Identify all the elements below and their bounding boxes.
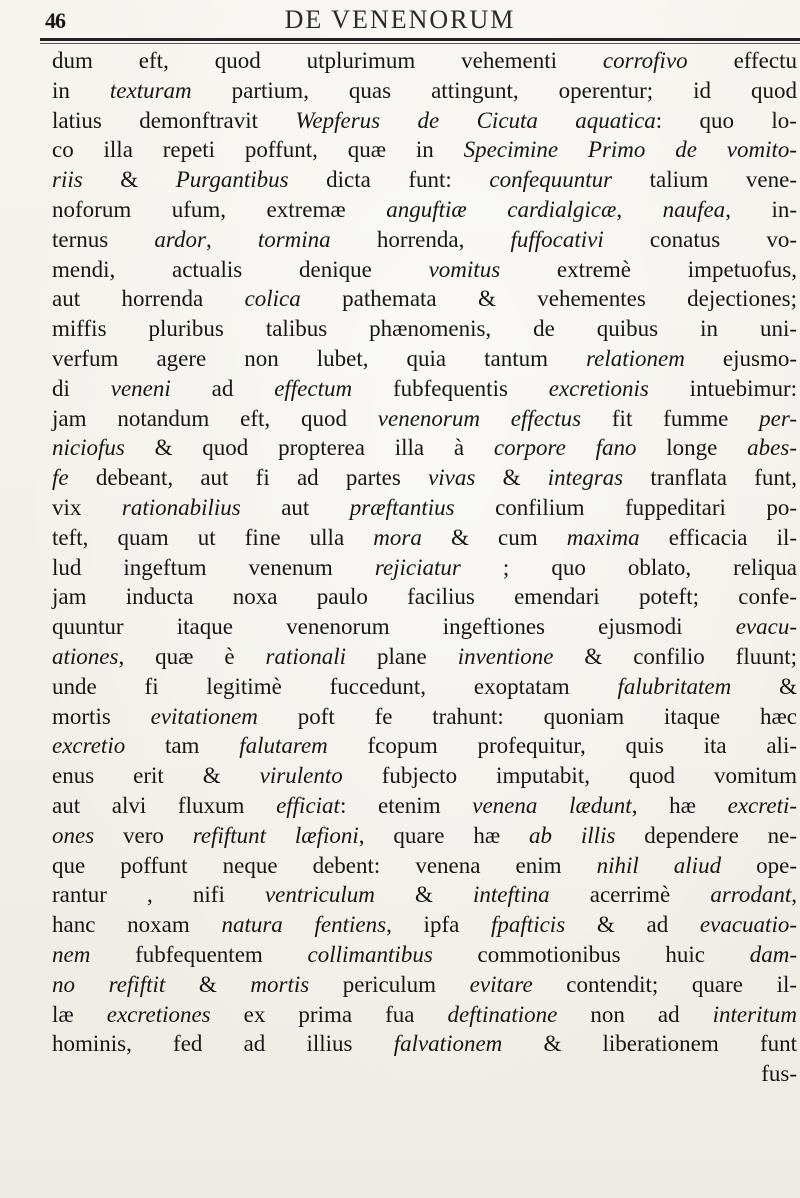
- roman-text: miffis pluribus talibus phænomenis, de quibus in uni-: [52, 316, 797, 342]
- text-line: [52, 851, 797, 881]
- roman-text: , ipfa: [386, 912, 492, 938]
- italic-text: dam-: [749, 941, 797, 967]
- roman-text: , hæ: [631, 792, 728, 818]
- italic-text: arrodant: [710, 882, 792, 908]
- roman-text: non ad: [557, 1001, 713, 1027]
- italic-text: ventriculum: [264, 882, 375, 908]
- italic-text: nihil aliud: [596, 852, 722, 878]
- italic-text: rejiciatur: [374, 554, 461, 580]
- italic-text: abes-: [747, 435, 797, 461]
- italic-text: corrofivo: [602, 48, 688, 73]
- italic-text: veneni: [110, 375, 171, 401]
- roman-text: intuebimur:: [648, 375, 797, 401]
- roman-text: &: [731, 673, 797, 699]
- roman-text: enus erit &: [52, 763, 260, 789]
- roman-text: dum eft, quod utplurimum vehementi: [52, 48, 603, 73]
- roman-text: aut: [240, 494, 350, 520]
- italic-text: falubritatem: [617, 673, 732, 699]
- roman-text: , quare hæ: [358, 822, 530, 848]
- roman-text: commotionibus huic: [432, 941, 750, 967]
- roman-text: rantur , nifi: [52, 882, 265, 908]
- roman-text: verfum agere non lubet, quia tantum: [52, 345, 587, 371]
- roman-text: ternus: [52, 226, 155, 252]
- italic-text: relationem: [586, 345, 685, 371]
- roman-text: & confilio fluunt;: [553, 643, 797, 669]
- italic-text: vivas: [428, 465, 476, 491]
- roman-text: latius demonftravit: [52, 107, 296, 133]
- italic-text: corpore fano: [493, 435, 637, 461]
- text-line: [52, 523, 797, 553]
- roman-text: læ: [52, 1001, 107, 1027]
- roman-text: ,: [616, 196, 663, 222]
- text-line: [52, 225, 797, 255]
- italic-text: riis: [52, 167, 83, 193]
- roman-text: co illa repeti poffunt, quæ in: [52, 137, 464, 163]
- italic-text: evacu-: [735, 614, 797, 640]
- italic-text: falutarem: [239, 733, 328, 759]
- italic-text: texturam: [109, 77, 192, 103]
- roman-text: & ad: [565, 912, 700, 938]
- italic-text: colica: [244, 286, 301, 312]
- italic-text: fuffocativi: [510, 226, 604, 252]
- italic-text: maxima: [566, 524, 640, 550]
- text-line: [52, 731, 797, 761]
- roman-text: debeant, aut fi ad partes: [68, 465, 429, 491]
- italic-text: niciofus: [52, 435, 125, 461]
- text-line: [52, 463, 797, 493]
- italic-text: vomitus: [428, 256, 501, 282]
- text-line: [52, 970, 797, 1000]
- roman-text: quuntur itaque venenorum ingeftiones ejusmodi: [52, 614, 736, 640]
- italic-text: efficiat: [276, 792, 340, 818]
- roman-text: horrenda,: [330, 226, 511, 252]
- roman-text: efficacia il-: [639, 524, 798, 550]
- roman-text: &: [82, 167, 176, 193]
- roman-text: teft, quam ut fine ulla: [52, 524, 374, 550]
- italic-text: Wepferus de Cicuta aquatica: [295, 107, 656, 133]
- italic-text: integras: [547, 465, 624, 491]
- italic-text: evitationem: [150, 703, 258, 729]
- italic-text: no refiftit: [52, 971, 166, 997]
- roman-text: conatus vo-: [603, 226, 797, 252]
- roman-text: di: [52, 375, 111, 401]
- italic-text: tormina: [257, 226, 331, 252]
- italic-text: ab illis: [529, 822, 616, 848]
- roman-text: ,: [205, 226, 258, 252]
- italic-text: ones: [52, 822, 95, 848]
- text-line: [52, 255, 797, 285]
- italic-text: mora: [373, 524, 422, 550]
- roman-text: fus-: [761, 1061, 797, 1087]
- text-line: [52, 284, 797, 314]
- text-line: [52, 106, 797, 136]
- text-line: [52, 344, 797, 374]
- italic-text: venenorum effectus: [377, 405, 582, 431]
- italic-text: confequuntur: [489, 167, 613, 193]
- roman-text: confilium fuppeditari po-: [454, 494, 798, 520]
- text-line: [52, 76, 797, 106]
- roman-text: lud ingeftum venenum: [52, 554, 375, 580]
- text-line: [52, 46, 797, 76]
- italic-text: excretio: [52, 733, 126, 759]
- roman-text: tranflata funt,: [623, 465, 797, 491]
- italic-text: evitare: [469, 971, 533, 997]
- text-line: [52, 880, 797, 910]
- roman-text: effectu: [687, 48, 797, 73]
- roman-text: dicta funt:: [288, 167, 490, 193]
- italic-text: excreti-: [727, 792, 798, 818]
- roman-text: que poffunt neque debent: venena enim: [52, 852, 597, 878]
- text-line: [52, 493, 797, 523]
- roman-text: &: [374, 882, 473, 908]
- italic-text: inventione: [457, 643, 554, 669]
- roman-text: jam inducta noxa paulo facilius emendari poteft; confe-: [52, 584, 797, 610]
- italic-text: præftantius: [349, 494, 455, 520]
- text-line: [52, 940, 797, 970]
- italic-text: ardor: [154, 226, 206, 252]
- italic-text: natura fentiens: [221, 912, 387, 938]
- italic-text: mortis: [250, 971, 310, 997]
- text-line: [52, 165, 797, 195]
- roman-text: poft fe trahunt: quoniam itaque hæc: [257, 703, 797, 729]
- italic-text: venena lædunt: [472, 792, 632, 818]
- roman-text: , quæ è: [118, 643, 266, 669]
- italic-text: naufea: [662, 196, 726, 222]
- roman-text: : quo lo-: [655, 107, 797, 133]
- italic-text: inteftina: [472, 882, 550, 908]
- text-line: [52, 612, 797, 642]
- italic-text: Specimine Primo de vomito-: [463, 137, 798, 163]
- roman-text: ejusmo-: [684, 345, 797, 371]
- roman-text: periculum: [309, 971, 470, 997]
- text-line: [52, 314, 797, 344]
- text-line: [52, 821, 797, 851]
- roman-text: &: [475, 465, 548, 491]
- italic-text: rationali: [265, 643, 347, 669]
- running-title: DE VENENORUM: [284, 5, 516, 34]
- roman-text: dependere ne-: [615, 822, 797, 848]
- roman-text: extremè impetuofus,: [500, 256, 797, 282]
- italic-text: excretionis: [548, 375, 649, 401]
- roman-text: in: [52, 77, 110, 103]
- page-number: 46: [45, 8, 65, 33]
- roman-text: ope-: [721, 852, 798, 878]
- text-line: [52, 433, 797, 463]
- roman-text: mortis: [52, 703, 151, 729]
- roman-text: partium, quas attingunt, operentur; id quod: [191, 77, 798, 103]
- text-line: [52, 672, 797, 702]
- roman-text: jam notandum eft, quod: [52, 405, 378, 431]
- roman-text: longe: [636, 435, 748, 461]
- roman-text: noforum ufum, extremæ: [52, 196, 387, 222]
- text-line: [52, 553, 797, 583]
- text-line: [52, 910, 797, 940]
- roman-text: pathemata & vehementes dejectiones;: [300, 286, 797, 312]
- roman-text: vero: [94, 822, 193, 848]
- roman-text: tam: [125, 733, 240, 759]
- roman-text: acerrimè: [549, 882, 711, 908]
- roman-text: ad: [170, 375, 275, 401]
- italic-text: fe: [52, 465, 69, 491]
- italic-text: Purgantibus: [175, 167, 289, 193]
- italic-text: per-: [759, 405, 797, 431]
- text-line: [52, 642, 797, 672]
- roman-text: fit fumme: [581, 405, 760, 431]
- text-line: [52, 1029, 797, 1059]
- roman-text: fubjecto imputabit, quod vomitum: [342, 763, 798, 789]
- roman-text: aut horrenda: [52, 286, 245, 312]
- roman-text: ex prima fua: [210, 1001, 448, 1027]
- body-text: [52, 46, 797, 1089]
- italic-text: nem: [52, 941, 91, 967]
- page-header: [0, 0, 800, 44]
- roman-text: & liberationem funt: [502, 1031, 797, 1057]
- text-line: [52, 1059, 797, 1089]
- text-line: [52, 195, 797, 225]
- roman-text: hominis, fed ad illius: [52, 1031, 394, 1057]
- italic-text: evacuatio-: [699, 912, 797, 938]
- roman-text: : etenim: [339, 792, 473, 818]
- italic-text: excretiones: [106, 1001, 211, 1027]
- roman-text: ; quo oblato, reliqua: [460, 554, 797, 580]
- text-line: [52, 1000, 797, 1030]
- text-line: [52, 135, 797, 165]
- roman-text: talium vene-: [612, 167, 797, 193]
- roman-text: ,: [791, 882, 798, 908]
- text-line: [52, 374, 797, 404]
- text-line: [52, 582, 797, 612]
- text-line: [52, 702, 797, 732]
- italic-text: effectum: [274, 375, 353, 401]
- roman-text: unde fi legitimè fuccedunt, exoptatam: [52, 673, 618, 699]
- roman-text: fubfequentem: [90, 941, 308, 967]
- roman-text: hanc noxam: [52, 912, 222, 938]
- roman-text: fubfequentis: [352, 375, 549, 401]
- italic-text: refiftunt: [192, 822, 267, 848]
- header-rule: [40, 38, 800, 41]
- roman-text: , in-: [725, 196, 797, 222]
- roman-text: aut alvi fluxum: [52, 792, 277, 818]
- text-line: [52, 761, 797, 791]
- roman-text: [266, 823, 295, 848]
- italic-text: anguftiæ cardialgicæ: [386, 196, 617, 222]
- header-rule-thin: [40, 43, 800, 44]
- roman-text: &: [165, 971, 251, 997]
- italic-text: collimantibus: [307, 941, 433, 967]
- text-line: [52, 404, 797, 434]
- roman-text: mendi, actualis denique: [52, 256, 429, 282]
- italic-text: falvationem: [393, 1031, 503, 1057]
- roman-text: plane: [346, 643, 458, 669]
- roman-text: fcopum profequitur, quis ita ali-: [327, 733, 797, 759]
- roman-text: contendit; quare il-: [532, 971, 798, 997]
- italic-text: fpafticis: [491, 912, 566, 938]
- italic-text: rationabilius: [121, 494, 241, 520]
- italic-text: deftinatione: [447, 1001, 558, 1027]
- roman-text: & cum: [421, 524, 567, 550]
- roman-text: vix: [52, 494, 122, 520]
- italic-text: virulento: [259, 763, 343, 789]
- italic-text: interitum: [712, 1001, 797, 1027]
- italic-text: ationes: [52, 643, 119, 669]
- italic-text: læfioni: [294, 822, 359, 848]
- text-line: [52, 791, 797, 821]
- roman-text: & quod propterea illa à: [124, 435, 494, 461]
